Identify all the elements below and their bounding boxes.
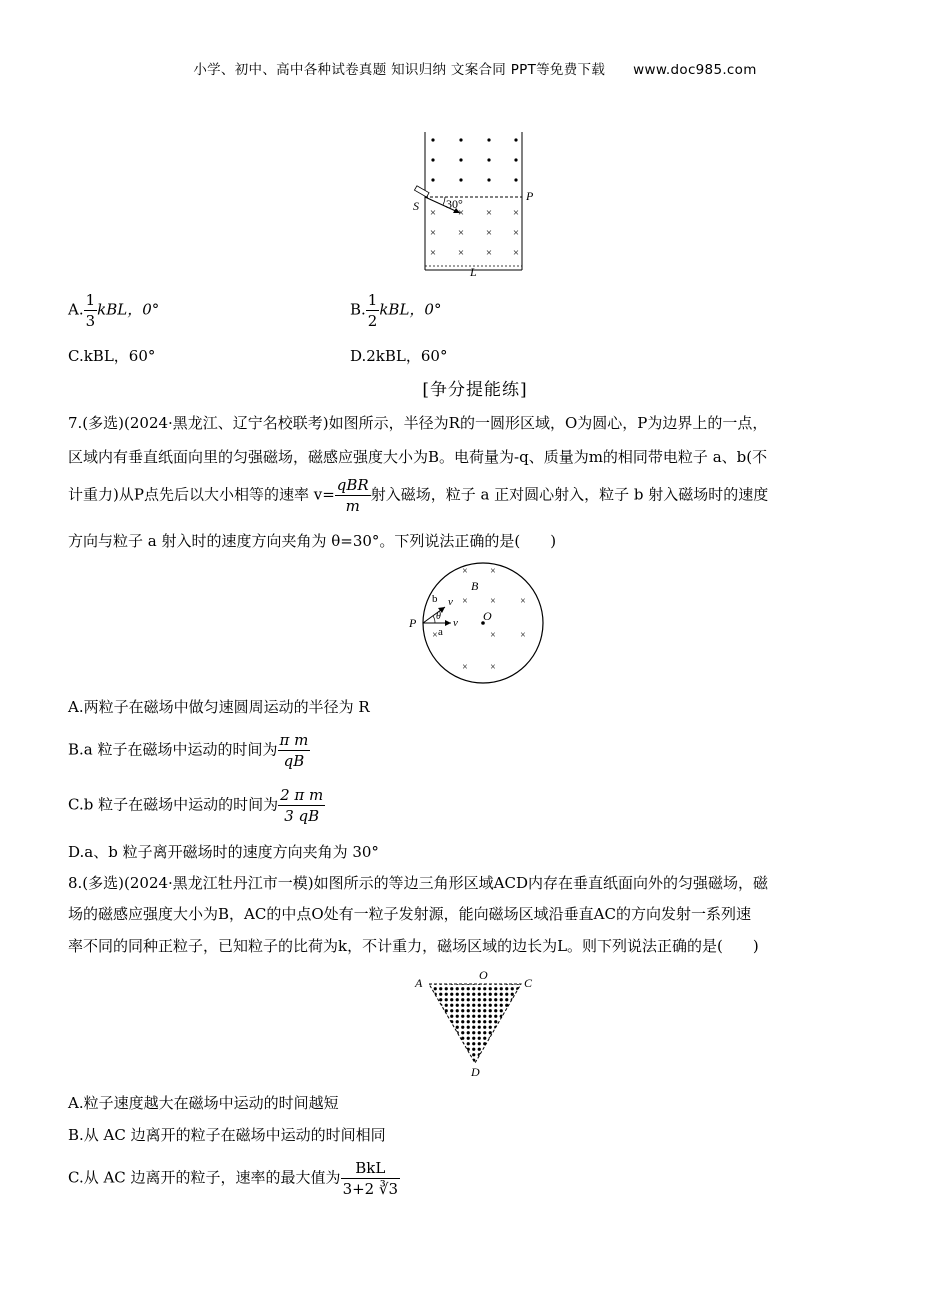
section-title: [争分提能练] xyxy=(422,380,528,400)
svg-text:×: × xyxy=(462,566,468,577)
q8-option-b: B.从 AC 边离开的粒子在磁场中运动的时间相同 xyxy=(68,1126,386,1144)
label-b-field: B xyxy=(471,579,479,593)
svg-text:×: × xyxy=(429,207,437,219)
q7-option-a: A.两粒子在磁场中做匀速圆周运动的半径为 R xyxy=(68,698,370,716)
q7-line-3: 计重力)从P点先后以大小相等的速率 v= $\frac{\text{qBR}}{m}$ 射入磁场，粒子 a 正对圆心射入，粒子 b 射入磁场时的速度 xyxy=(68,476,769,515)
field-in-crosses xyxy=(430,207,519,259)
label-o: O xyxy=(483,609,492,623)
q8-figure xyxy=(405,964,545,1079)
svg-text:×: × xyxy=(512,247,520,259)
svg-text:×: × xyxy=(520,630,526,641)
svg-text:×: × xyxy=(457,207,465,219)
label-o: O xyxy=(479,968,488,982)
svg-text:×: × xyxy=(429,247,437,259)
svg-text:×: × xyxy=(462,596,468,607)
q8-line-1: 8.(多选)(2024·黑龙江牡丹江市一模)如图所示的等边三角形区域ACD内存在垂直纸面向外的匀强磁场，磁 xyxy=(68,874,769,892)
svg-text:×: × xyxy=(457,247,465,259)
q6-figure xyxy=(405,128,540,278)
header-site[interactable]: www.doc985.com xyxy=(633,62,757,78)
q6-option-b: B. $\frac{1}{2}$ kBL，0° xyxy=(350,291,442,330)
label-v-b: v xyxy=(448,596,453,608)
q7-line-2: 区域内有垂直纸面向里的匀强磁场，磁感应强度大小为B。电荷量为-q、质量为m的相同带电粒子 a、b(不 xyxy=(68,448,768,466)
svg-text:×: × xyxy=(512,207,520,219)
label-a: A xyxy=(415,976,423,990)
page-header xyxy=(0,58,950,78)
svg-text:×: × xyxy=(457,227,465,239)
q6-option-c: C.kBL，60° xyxy=(68,347,156,365)
svg-text:×: × xyxy=(485,227,493,239)
q7-line-1: 7.(多选)(2024·黑龙江、辽宁名校联考)如图所示，半径为R的一圆形区域，O为圆心，P为边界上的一点， xyxy=(68,414,768,432)
q7-option-d: D.a、b 粒子离开磁场时的速度方向夹角为 30° xyxy=(68,843,379,861)
label-b-particle: b xyxy=(432,593,438,605)
header-text: 小学、初中、高中各种试卷真题 知识归纳 文案合同 PPT等免费下载 xyxy=(193,62,606,78)
label-angle: 30° xyxy=(446,197,463,211)
q8-line-3: 率不同的同种正粒子，已知粒子的比荷为k，不计重力，磁场区域的边长为L。则下列说法正确的是( ) xyxy=(68,937,759,955)
svg-text:×: × xyxy=(429,227,437,239)
q7-line-4: 方向与粒子 a 射入时的速度方向夹角为 θ=30°。下列说法正确的是( ) xyxy=(68,532,557,550)
q8-option-a: A.粒子速度越大在磁场中运动的时间越短 xyxy=(68,1094,339,1112)
field-out-dots xyxy=(431,138,517,181)
label-s: S xyxy=(413,199,419,213)
q8-line-2: 场的磁感应强度大小为B，AC的中点O处有一粒子发射源，能向磁场区域沿垂直AC的方向发射一系列速 xyxy=(68,905,751,923)
svg-text:×: × xyxy=(485,247,493,259)
q7-option-b: B.a 粒子在磁场中运动的时间为 $\frac{\text{π m}}{qB}$ xyxy=(68,731,309,770)
label-p: P xyxy=(409,616,417,630)
label-theta: θ xyxy=(436,611,441,622)
label-p: P xyxy=(526,189,534,203)
svg-text:×: × xyxy=(490,630,496,641)
q8-option-c: C.从 AC 边离开的粒子，速率的最大值为 $\frac{\text{BkL}}{3+2 ∛3}$ xyxy=(68,1159,399,1198)
q6-option-d: D.2kBL，60° xyxy=(350,347,448,365)
svg-text:×: × xyxy=(490,566,496,577)
svg-text:×: × xyxy=(520,596,526,607)
svg-text:×: × xyxy=(490,596,496,607)
svg-text:×: × xyxy=(485,207,493,219)
svg-text:×: × xyxy=(462,662,468,673)
label-v-a: v xyxy=(453,617,458,629)
svg-text:×: × xyxy=(512,227,520,239)
q7-figure xyxy=(405,560,545,690)
q6-option-a: A. $\frac{1}{3}$ kBL，0° xyxy=(68,291,160,330)
label-l: L xyxy=(470,265,477,278)
svg-text:×: × xyxy=(490,662,496,673)
label-d: D xyxy=(471,1065,480,1079)
q7-option-c: C.b 粒子在磁场中运动的时间为 $\frac{\text{2 π m}}{3 qB}$ xyxy=(68,786,324,825)
svg-text:×: × xyxy=(432,630,438,641)
label-a-particle: a xyxy=(438,626,443,638)
label-c: C xyxy=(524,976,533,990)
